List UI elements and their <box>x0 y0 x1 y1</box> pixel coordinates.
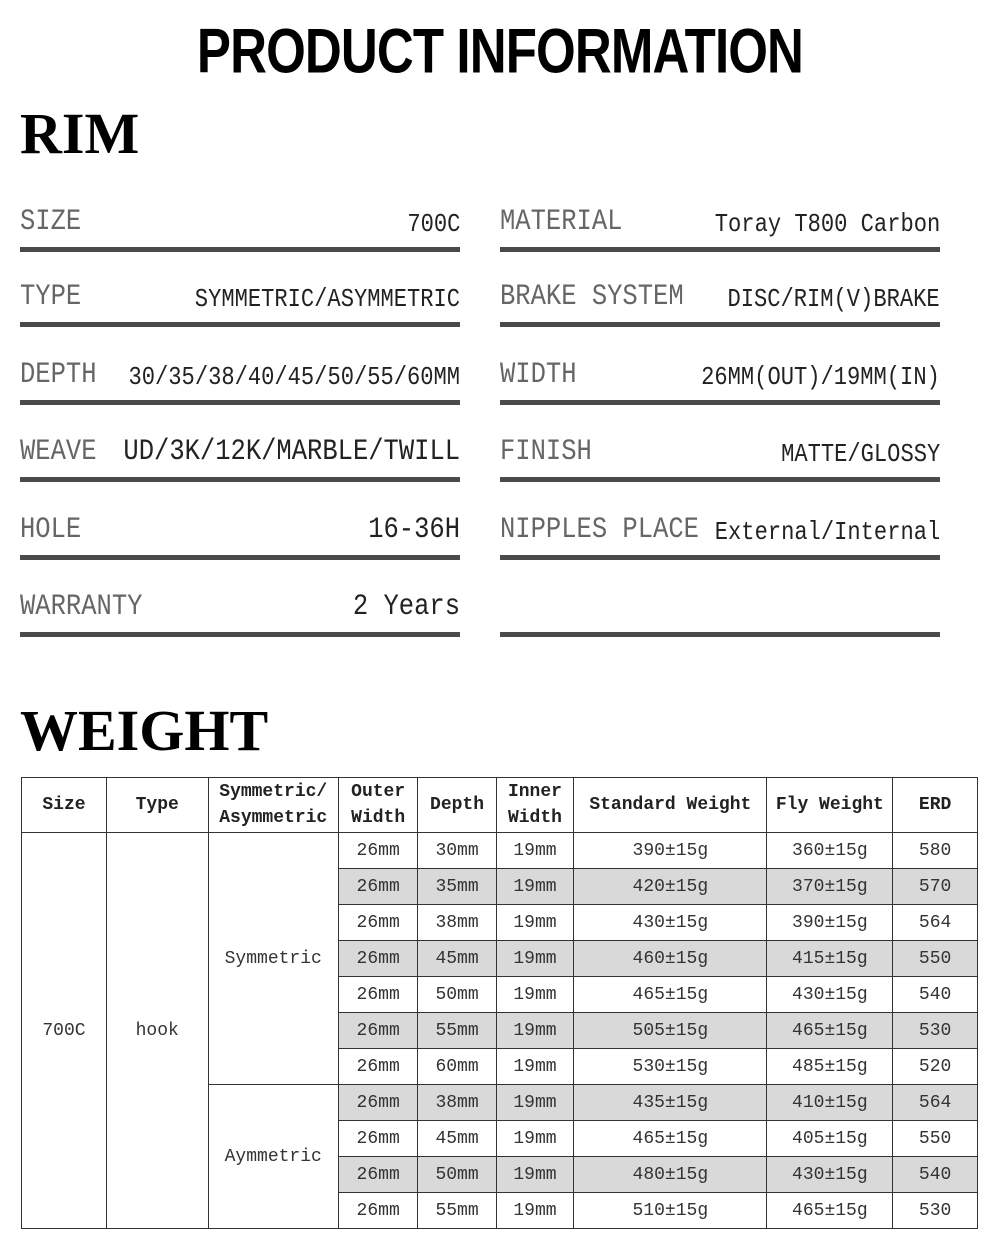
depth-cell: 45mm <box>418 1121 496 1157</box>
depth-cell: 50mm <box>418 1157 496 1193</box>
inner-width-cell: 19mm <box>496 1085 573 1121</box>
standard-weight-cell: 430±15g <box>574 905 767 941</box>
fly-weight-cell: 430±15g <box>767 1157 893 1193</box>
spec-row-width <box>500 340 940 405</box>
outer-width-cell: 26mm <box>338 977 417 1013</box>
depth-cell: 50mm <box>418 977 496 1013</box>
spec-label: HOLE <box>20 513 82 547</box>
spec-row-finish <box>500 417 940 482</box>
spec-value: 2 Years <box>352 590 460 624</box>
inner-width-cell: 19mm <box>496 1121 573 1157</box>
spec-row-warranty <box>20 572 460 637</box>
depth-cell: 55mm <box>418 1013 496 1049</box>
fly-weight-cell: 430±15g <box>767 977 893 1013</box>
standard-weight-cell: 510±15g <box>574 1193 767 1229</box>
standard-weight-cell: 465±15g <box>574 1121 767 1157</box>
column-header: Depth <box>418 778 496 833</box>
spec-value: Toray T800 Carbon <box>714 209 940 239</box>
depth-cell: 60mm <box>418 1049 496 1085</box>
spec-row-size <box>20 187 460 252</box>
spec-value: SYMMETRIC/ASYMMETRIC <box>194 284 460 314</box>
fly-weight-cell: 405±15g <box>767 1121 893 1157</box>
standard-weight-cell: 465±15g <box>574 977 767 1013</box>
erd-cell: 530 <box>893 1013 978 1049</box>
depth-cell: 38mm <box>418 1085 496 1121</box>
table-row <box>22 833 978 869</box>
standard-weight-cell: 505±15g <box>574 1013 767 1049</box>
spec-value: 30/35/38/40/45/50/55/60MM <box>128 362 460 392</box>
outer-width-cell: 26mm <box>338 1121 417 1157</box>
fly-weight-cell: 465±15g <box>767 1193 893 1229</box>
column-header: Size <box>22 778 107 833</box>
spec-value: MATTE/GLOSSY <box>780 439 940 469</box>
spec-label: BRAKE SYSTEM <box>500 280 684 314</box>
spec-value: 700C <box>406 209 460 239</box>
inner-width-cell: 19mm <box>496 833 573 869</box>
spec-label: SIZE <box>20 205 82 239</box>
spec-value: 16-36H <box>368 513 460 547</box>
fly-weight-cell: 360±15g <box>767 833 893 869</box>
column-header: Fly Weight <box>767 778 893 833</box>
weight-table <box>21 777 978 1229</box>
outer-width-cell: 26mm <box>338 869 417 905</box>
spec-label: MATERIAL <box>500 205 623 239</box>
erd-cell: 550 <box>893 941 978 977</box>
table-header-row <box>22 778 978 833</box>
inner-width-cell: 19mm <box>496 1157 573 1193</box>
depth-cell: 38mm <box>418 905 496 941</box>
erd-cell: 520 <box>893 1049 978 1085</box>
column-header: ERD <box>893 778 978 833</box>
outer-width-cell: 26mm <box>338 1013 417 1049</box>
spec-row-material <box>500 187 940 252</box>
inner-width-cell: 19mm <box>496 1049 573 1085</box>
outer-width-cell: 26mm <box>338 1193 417 1229</box>
erd-cell: 550 <box>893 1121 978 1157</box>
type-cell: hook <box>106 833 208 1229</box>
weight-heading: WEIGHT <box>20 698 269 763</box>
spec-row-hole <box>20 495 460 560</box>
erd-cell: 580 <box>893 833 978 869</box>
column-header: Outer Width <box>338 778 417 833</box>
inner-width-cell: 19mm <box>496 869 573 905</box>
symmetry-cell: Aymmetric <box>208 1085 338 1229</box>
outer-width-cell: 26mm <box>338 1085 417 1121</box>
erd-cell: 564 <box>893 1085 978 1121</box>
outer-width-cell: 26mm <box>338 833 417 869</box>
outer-width-cell: 26mm <box>338 941 417 977</box>
outer-width-cell: 26mm <box>338 1157 417 1193</box>
column-header: Symmetric/ Asymmetric <box>208 778 338 833</box>
standard-weight-cell: 530±15g <box>574 1049 767 1085</box>
fly-weight-cell: 485±15g <box>767 1049 893 1085</box>
size-cell: 700C <box>22 833 107 1229</box>
standard-weight-cell: 460±15g <box>574 941 767 977</box>
inner-width-cell: 19mm <box>496 1193 573 1229</box>
symmetry-cell: Symmetric <box>208 833 338 1085</box>
standard-weight-cell: 420±15g <box>574 869 767 905</box>
spec-label: FINISH <box>500 435 592 469</box>
spec-value: DISC/RIM(V)BRAKE <box>727 284 940 314</box>
erd-cell: 530 <box>893 1193 978 1229</box>
spec-row-empty <box>500 572 940 637</box>
depth-cell: 55mm <box>418 1193 496 1229</box>
standard-weight-cell: 435±15g <box>574 1085 767 1121</box>
column-header: Inner Width <box>496 778 573 833</box>
erd-cell: 540 <box>893 977 978 1013</box>
spec-label: WEAVE <box>20 435 97 469</box>
spec-label: WARRANTY <box>20 590 143 624</box>
depth-cell: 35mm <box>418 869 496 905</box>
spec-value: External/Internal <box>714 517 940 547</box>
fly-weight-cell: 370±15g <box>767 869 893 905</box>
rim-heading: RIM <box>20 101 140 166</box>
standard-weight-cell: 390±15g <box>574 833 767 869</box>
depth-cell: 45mm <box>418 941 496 977</box>
fly-weight-cell: 410±15g <box>767 1085 893 1121</box>
inner-width-cell: 19mm <box>496 941 573 977</box>
fly-weight-cell: 465±15g <box>767 1013 893 1049</box>
erd-cell: 564 <box>893 905 978 941</box>
column-header: Standard Weight <box>574 778 767 833</box>
spec-value: 26MM(OUT)/19MM(IN) <box>701 362 940 392</box>
depth-cell: 30mm <box>418 833 496 869</box>
spec-row-nipples-place <box>500 495 940 560</box>
erd-cell: 570 <box>893 869 978 905</box>
fly-weight-cell: 390±15g <box>767 905 893 941</box>
spec-label: TYPE <box>20 280 82 314</box>
outer-width-cell: 26mm <box>338 905 417 941</box>
spec-row-brake-system <box>500 262 940 327</box>
outer-width-cell: 26mm <box>338 1049 417 1085</box>
inner-width-cell: 19mm <box>496 1013 573 1049</box>
inner-width-cell: 19mm <box>496 977 573 1013</box>
spec-row-weave <box>20 417 460 482</box>
spec-value: UD/3K/12K/MARBLE/TWILL <box>123 435 460 469</box>
standard-weight-cell: 480±15g <box>574 1157 767 1193</box>
spec-label: DEPTH <box>20 358 97 392</box>
fly-weight-cell: 415±15g <box>767 941 893 977</box>
spec-row-type <box>20 262 460 327</box>
spec-row-depth <box>20 340 460 405</box>
spec-label: NIPPLES PLACE <box>500 513 699 547</box>
erd-cell: 540 <box>893 1157 978 1193</box>
spec-label: WIDTH <box>500 358 577 392</box>
page-title: PRODUCT INFORMATION <box>196 16 804 87</box>
inner-width-cell: 19mm <box>496 905 573 941</box>
column-header: Type <box>106 778 208 833</box>
